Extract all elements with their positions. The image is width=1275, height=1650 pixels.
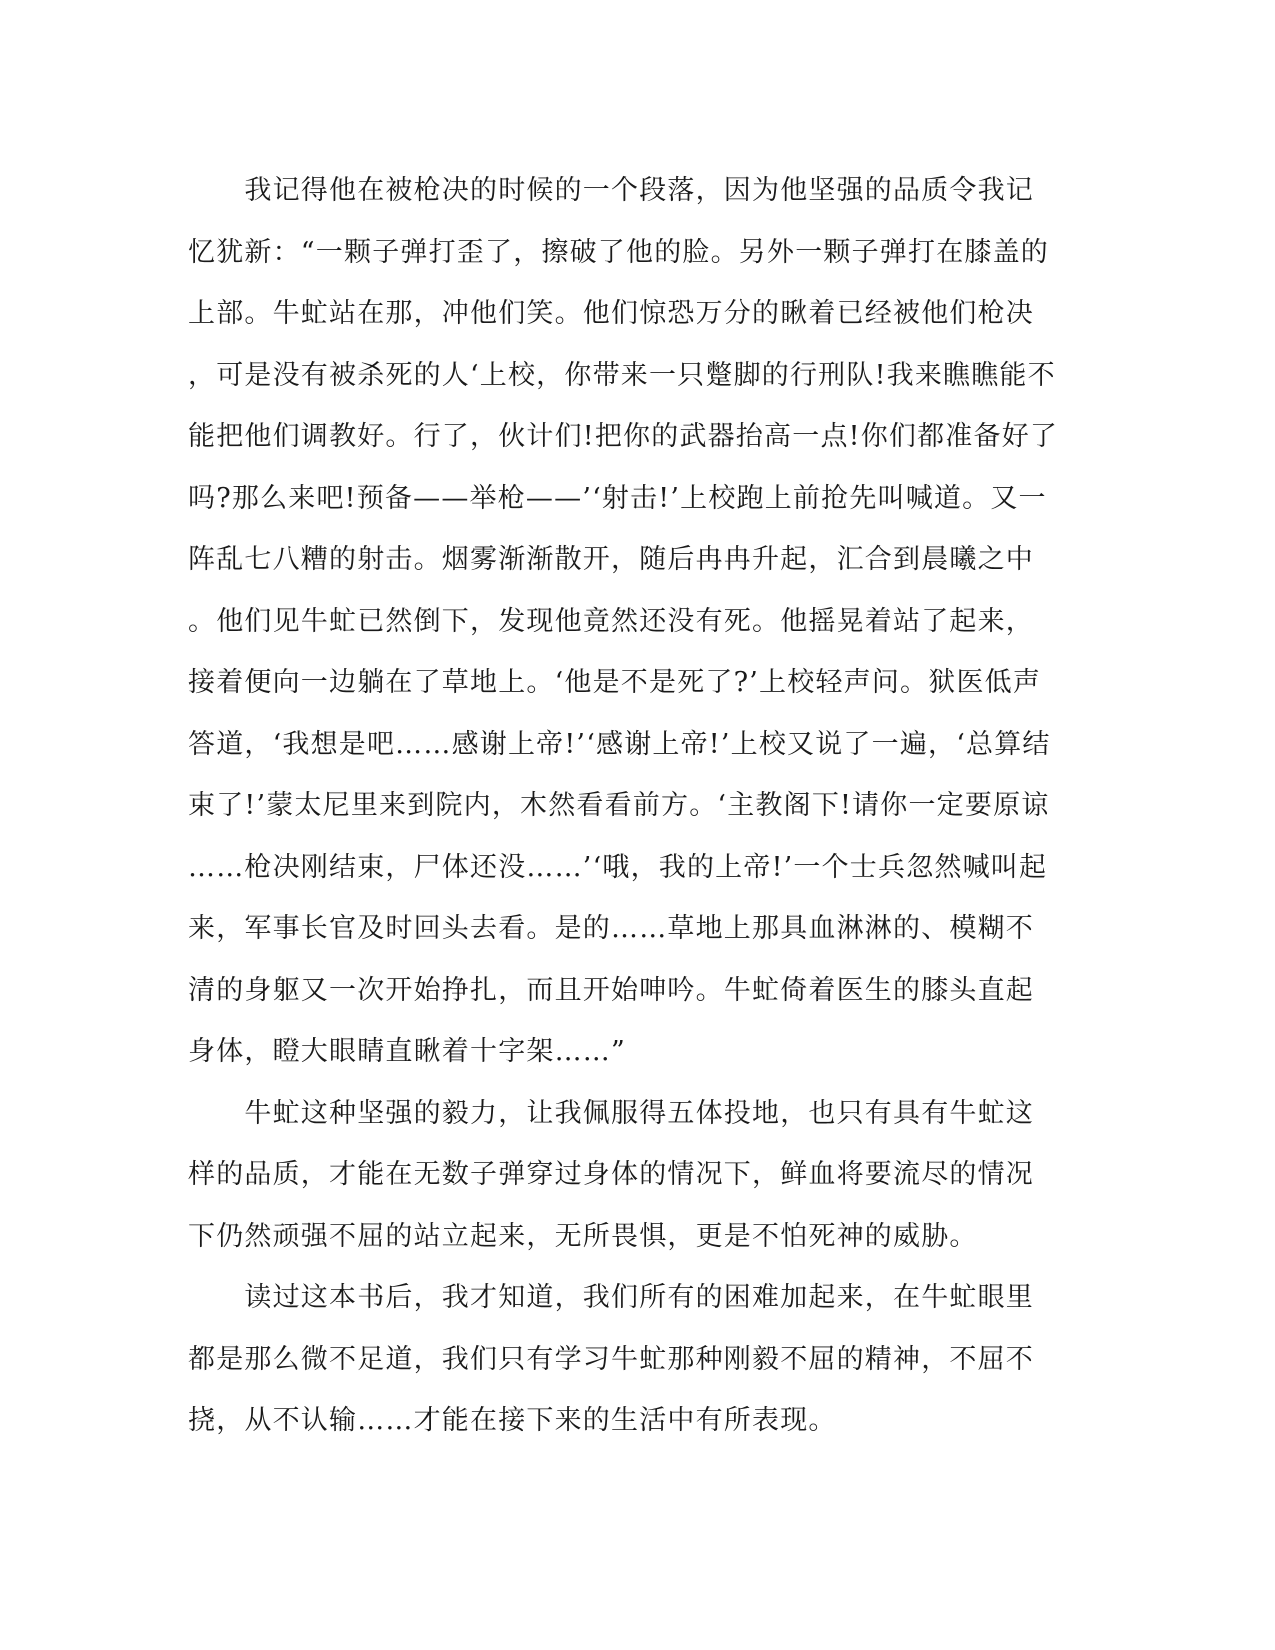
text-line: 吗?那么来吧!预备——举枪——’‘射击!’上校跑上前抢先叫喊道。又一 <box>188 482 1047 514</box>
text-line: ……枪决刚结束，尸体还没……’‘哦，我的上帝!’一个士兵忽然喊叫起 <box>188 851 1048 883</box>
text-line: 我记得他在被枪决的时候的一个段落，因为他坚强的品质令我记 <box>188 175 1034 206</box>
paragraph-conclusion <box>188 1267 1072 1452</box>
text-line: 挠，从不认输……才能在接下来的生活中有所表现。 <box>188 1405 837 1436</box>
text-line: 都是那么微不足道，我们只有学习牛虻那种刚毅不屈的精神，不屈不 <box>188 1343 1034 1375</box>
text-line: 身体，瞪大眼睛直瞅着十字架……” <box>188 1036 627 1067</box>
text-line: 上部。牛虻站在那，冲他们笑。他们惊恐万分的瞅着已经被他们枪决 <box>188 298 1034 329</box>
text-line: 阵乱七八糟的射击。烟雾渐渐散开，随后冉冉升起，汇合到晨曦之中 <box>188 544 1034 575</box>
text-line: 样的品质，才能在无数子弹穿过身体的情况下，鲜血将要流尽的情况 <box>188 1159 1034 1190</box>
text-line: 忆犹新：“一颗子弹打歪了，擦破了他的脸。另外一颗子弹打在膝盖的 <box>188 236 1050 268</box>
text-line: 牛虻这种坚强的毅力，让我佩服得五体投地，也只有具有牛虻这 <box>188 1097 1034 1129</box>
text-line: 下仍然顽强不屈的站立起来，无所畏惧，更是不怕死神的威胁。 <box>188 1220 978 1252</box>
text-line: ，可是没有被杀死的人‘上校，你带来一只蹩脚的行刑队!我来瞧瞧能不 <box>188 359 1056 391</box>
text-line: 能把他们调教好。行了，伙计们!把你的武器抬高一点!你们都准备好了 <box>188 421 1059 452</box>
text-line: 答道，‘我想是吧……感谢上帝!’‘感谢上帝!’上校又说了一遍，‘总算结 <box>188 728 1051 760</box>
text-line: 来，军事长官及时回头去看。是的……草地上那具血淋淋的、模糊不 <box>188 913 1034 944</box>
text-line: 束了!’蒙太尼里来到院内，木然看看前方。‘主教阁下!请你一定要原谅 <box>188 790 1050 821</box>
text-line: 接着便向一边躺在了草地上。‘他是不是死了?’上校轻声问。狱医低声 <box>188 667 1042 698</box>
document-body <box>188 160 1072 1452</box>
text-line: 。他们见牛虻已然倒下，发现他竟然还没有死。他摇晃着站了起来， <box>188 605 1034 637</box>
paragraph-willpower <box>188 1083 1072 1268</box>
text-line: 读过这本书后，我才知道，我们所有的困难加起来，在牛虻眼里 <box>188 1282 1034 1313</box>
text-line: 清的身躯又一次开始挣扎，而且开始呻吟。牛虻倚着医生的膝头直起 <box>188 974 1034 1006</box>
paragraph-execution-scene <box>188 160 1072 1083</box>
